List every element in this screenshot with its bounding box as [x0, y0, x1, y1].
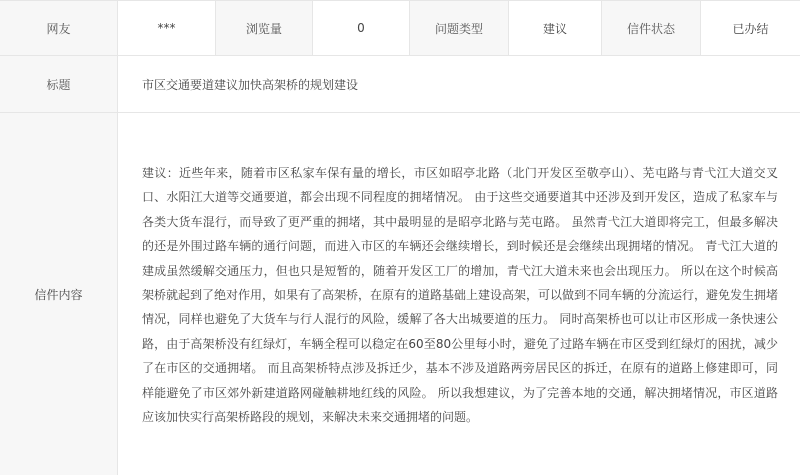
letter-status-label: 信件状态 [602, 1, 701, 55]
letter-content-text: 建议：近些年来，随着市区私家车保有量的增长，市区如昭亭北路（北门开发区至敬亭山）、芜屯路与青弋江大道交叉口、水阳江大道等交通要道，都会出现不同程度的拥堵情况。 由于这些交通要道其中还涉及到开发区，造成了私家车与各类大货车混行，而导致了更严重的拥堵，其中最明显的是昭亭北路与芜屯路。 虽然青弋江大道即将完工，但最多解决的还是外围过路车辆的通行问题，而进入市区的车辆还会继续增长，到时候还是会继续出现拥堵的情况。 青弋江大道的建成虽然缓解交通压力，但也只是短暂的，随着开发区工厂的增加，青弋江大道未来也会出现压力。 所以在这个时候高架桥就起到了绝对作用，如果有了高架桥，在原有的道路基础上建设高架，可以做到不同车辆的分流运行，避免发生拥堵情况，同样也避免了大货车与行人混行的风险，缓解了各大出城要道的压力。 同时高架桥也可以让市区形成一条快速公路，由于高架桥没有红绿灯，车辆全程可以稳定在60至80公里每小时，避免了过路车辆在市区受到红绿灯的困扰，减少了在市区的交通拥堵。 而且高架桥特点涉及拆迁少，基本不涉及道路两旁居民区的拆迁，在原有的道路上修建即可，同样能避免了市区郊外新建道路网碰触耕地红线的风险。 所以我想建议，为了完善本地的交通，解决拥堵情况，市区道路应该加快实行高架桥路段的规划，来解决未来交通拥堵的问题。 [142, 166, 779, 425]
views-value: 0 [313, 1, 410, 55]
content-label: 信件内容 [0, 113, 118, 475]
letter-content-cell [118, 113, 800, 475]
title-label: 标题 [0, 56, 118, 112]
letter-info-row [0, 0, 800, 56]
letter-status-value: 已办结 [732, 21, 769, 36]
user-value: *** [118, 1, 216, 55]
views-label: 浏览量 [216, 1, 313, 55]
user-label: 网友 [0, 1, 118, 55]
letter-title: 市区交通要道建议加快高架桥的规划建设 [142, 77, 359, 92]
question-type-value: 建议 [509, 1, 602, 55]
letter-content-row [0, 113, 800, 475]
letter-title-row [0, 56, 800, 113]
question-type-label: 问题类型 [410, 1, 509, 55]
